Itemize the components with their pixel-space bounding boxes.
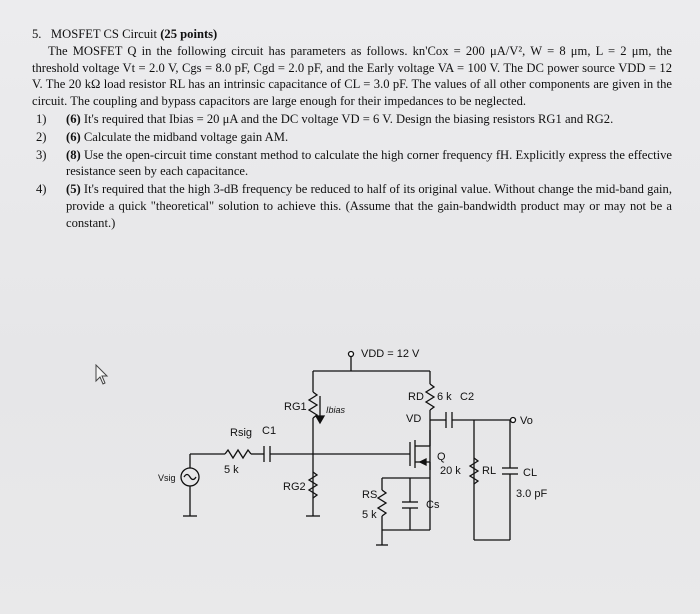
question-line: express the effective resistance seen by each capacitance. [66,147,672,179]
vdd-label: VDD = 12 V [361,348,420,360]
vsig-label: Vsig [158,473,176,483]
question-line: It's required that Ibias = 20 μA and the DC voltage VD = 6 V. Design the biasing resistors RG1 [83,111,562,126]
question-line: change the mid-band gain, provide a quick "theoretical" solution to achieve this. (Assume that the [66,182,672,213]
mouse-cursor-icon [94,364,110,386]
rg1-label: RG1 [284,401,307,413]
rsig-value: 5 k [224,464,239,476]
ibias-arrow [316,416,324,423]
rs-resistor [378,490,386,516]
question-line: and RG2. [564,111,614,126]
vdd-terminal [349,352,354,357]
question-number: 3) [36,147,47,162]
cl-label: CL [523,467,538,479]
c1-label: C1 [262,425,277,437]
vo-terminal [511,418,516,423]
question-line: Calculate the midband voltage gain AM. [83,129,289,144]
question-points: (5) [66,182,81,197]
question-line: Use the open-circuit time constant method to calculate the high corner frequency fH. Explicitly [83,147,566,162]
problem-points: (25 points) [160,27,218,41]
question-number: 1) [36,111,47,126]
question-points: (6) [66,129,81,144]
problem-number: 5. [32,27,42,41]
question-number: 2) [36,129,47,144]
rd-label: RD [408,391,424,403]
intro-line: 2 μm, the threshold voltage Vt = 2.0 V, Cgs = 8.0 pF, Cgd = 2.0 pF, and the Early voltage VA = 100 V. The [32,43,672,75]
q-label: Q [437,451,446,463]
question-points: (6) [66,111,81,126]
question-line: It's required that the high 3-dB frequency be reduced to half of its original value. Without [83,182,535,197]
rsig-resistor [225,450,251,458]
rg2-label: RG2 [283,481,306,493]
intro-line: for their impedances to be neglected. [339,94,527,109]
vo-label: Vo [520,415,533,427]
intro-line: values of all other components are given in the circuit. The coupling and bypass capacitors are large enough [32,77,672,109]
cs-label: Cs [426,499,440,511]
question-number: 4) [36,182,47,197]
rsig-label: Rsig [230,427,253,439]
vd-label: VD [406,413,422,425]
ibias-label: Ibias [326,405,346,415]
rl-value: 20 k [440,465,461,477]
intro-line: DC power source VDD = 12 V. The 20 kΩ load resistor RL has an intrinsic capacitance of CL = 3.0 pF. The [32,60,672,92]
rg1-resistor [309,392,317,418]
intro-line: The MOSFET Q in the following circuit has parameters as follows. kn'Cox = 200 μA/V², W = 8 μm, L = [48,43,616,58]
rl-label: RL [482,465,497,477]
question-line: gain-bandwidth product may or may not be a constant.) [66,198,672,230]
rd-value: 6 k [437,391,452,403]
rd-resistor [426,384,434,410]
rs-value: 5 k [362,509,377,521]
cl-value: 3.0 pF [516,488,548,500]
question-points: (8) [66,147,81,162]
c2-label: C2 [460,391,475,403]
rs-label: RS [362,489,378,501]
problem-title: MOSFET CS Circuit [50,27,158,41]
